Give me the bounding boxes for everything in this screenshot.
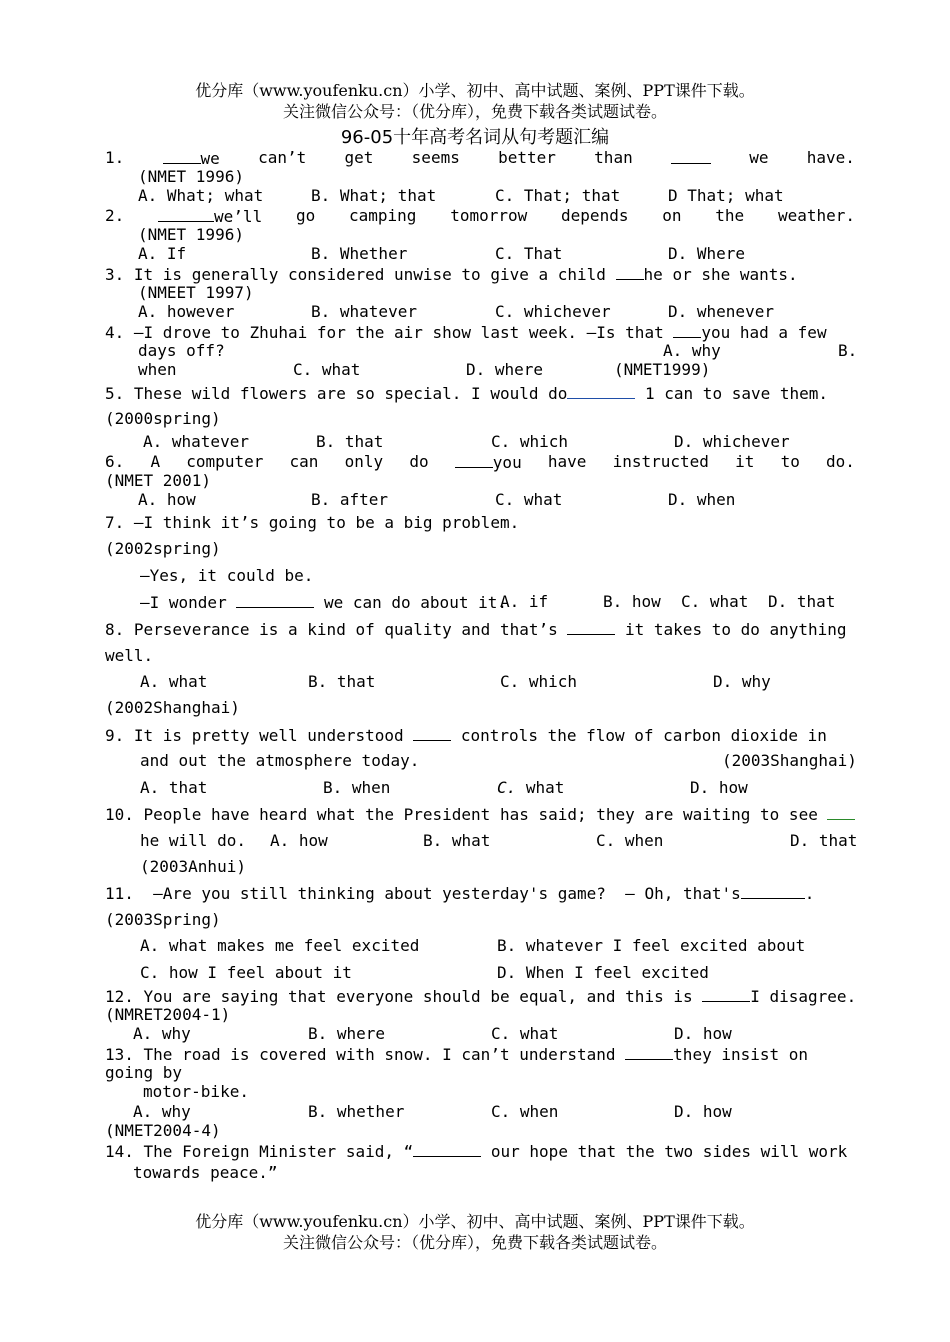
question-3-line: 3. It is generally considered unwise to give a child he or she wants. [105,265,798,284]
q4-option-b-letter: B. [838,341,858,360]
q8-source: (2002Shanghai) [105,698,240,717]
q7-blank [236,593,314,608]
q6-option-d: D. when [668,490,736,509]
q14-blank [413,1142,481,1157]
q7-option-c: C. what [681,592,749,611]
q8-line-2: well. [105,646,154,665]
q12-option-c: C. what [491,1024,559,1043]
q10-blank [827,805,855,820]
page-title: 96-05十年高考名词从句考题汇编 [340,127,610,148]
q3-option-c: C. whichever [495,302,611,321]
q6-option-c: C. what [495,490,563,509]
q12-source: (NMRET2004-1) [105,1005,231,1024]
q7-line-2: —Yes, it could be. [140,566,314,585]
question-1-line: 1. we can’t get seems better than we have. [105,148,855,168]
q6-option-b: B. after [311,490,389,509]
q13-blank [625,1045,673,1060]
q1-option-d: D That; what [668,186,784,205]
q13-option-a: A. why [133,1102,191,1121]
q13-line-2: going by [105,1063,183,1082]
q4-option-a: A. why [663,341,721,360]
q11-option-c: C. how I feel about it [140,963,352,982]
q11-source: (2003Spring) [105,910,221,929]
q10-line-2: he will do. [140,831,246,850]
question-4-line: 4. —I drove to Zhuhai for the air show last week. —Is that you had a few [105,323,827,342]
q10-option-a: A. how [270,831,328,850]
q3-blank [616,265,644,280]
q11-option-a: A. what makes me feel excited [140,936,420,955]
q13-source: (NMET2004-4) [105,1121,221,1140]
q9-line-2: and out the atmosphere today. [140,751,420,770]
q7-option-b: B. how [603,592,661,611]
q8-option-b: B. that [308,672,376,691]
q2-option-d: D. Where [668,244,746,263]
q9-option-c: C. what [497,778,565,797]
q9-option-a: A. that [140,778,208,797]
q12-option-b: B. where [308,1024,386,1043]
q2-option-c: C. That [495,244,563,263]
question-7-line: 7. —I think it’s going to be a big problem. [105,513,520,532]
q4-option-d: D. where [466,360,544,379]
q8-option-a: A. what [140,672,208,691]
q9-source: (2003Shanghai) [722,751,857,770]
q5-option-b: B. that [316,432,384,451]
q12-blank [702,987,750,1002]
q12-option-d: D. how [674,1024,732,1043]
q10-option-c: C. when [596,831,664,850]
q1-source: (NMET 1996) [138,167,244,186]
question-9-line: 9. It is pretty well understood controls the flow of carbon dioxide in [105,726,827,745]
q3-option-d: D. whenever [668,302,774,321]
question-12-line: 12. You are saying that everyone should be equal, and this is I disagree. [105,987,857,1006]
q6-blank [455,453,493,468]
question-2-line: 2. we’ll go camping tomorrow depends on the weather. [105,206,855,226]
q4-source: (NMET1999) [614,360,711,379]
q3-source: (NMEET 1997) [138,283,254,302]
q7-source: (2002spring) [105,539,221,558]
question-14-line: 14. The Foreign Minister said, “ our hope that the two sides will work [105,1142,848,1161]
question-6-line: 6. A computer can only do you have instructed it to do. [105,452,855,472]
q7-option-d: D. that [768,592,836,611]
q5-option-a: A. whatever [143,432,249,451]
q10-option-b: B. what [423,831,491,850]
q5-option-d: D. whichever [674,432,790,451]
q4-blank [673,323,701,338]
q1-option-c: C. That; that [495,186,621,205]
q11-option-d: D. When I feel excited [497,963,709,982]
q12-option-a: A. why [133,1024,191,1043]
q7-option-a: A. if [500,592,549,611]
q14-line-2: towards peace.” [133,1163,278,1182]
q8-option-d: D. why [713,672,771,691]
q10-source: (2003Anhui) [140,857,246,876]
q13-option-b: B. whether [308,1102,405,1121]
q9-option-b: B. when [323,778,391,797]
q1-option-a: A. What; what [138,186,264,205]
q9-option-d: D. how [690,778,748,797]
q9-blank [413,726,451,741]
question-10-line: 10. People have heard what the President has said; they are waiting to see [105,805,855,824]
q2-option-b: B. Whether [311,244,408,263]
footer-line-2: 关注微信公众号：（优分库），免费下载各类试题试卷。 [282,1233,667,1252]
q13-option-c: C. when [491,1102,559,1121]
q5-blank [567,384,635,399]
q3-option-a: A. however [138,302,235,321]
q4-option-c: C. what [293,360,361,379]
q5-option-c: C. which [491,432,569,451]
q7-line-3: —I wonder we can do about it. [140,593,507,612]
question-11-line: 11. —Are you still thinking about yesterday's game? — Oh, that's . [105,884,815,903]
header-line-2: 关注微信公众号：（优分库），免费下载各类试题试卷。 [282,102,667,121]
q11-option-b: B. whatever I feel excited about [497,936,806,955]
q8-blank [567,620,615,635]
q2-source: (NMET 1996) [138,225,244,244]
q6-option-a: A. how [138,490,196,509]
q13-option-d: D. how [674,1102,732,1121]
q4-line-2: days off? [138,341,225,360]
question-5-line: 5. These wild flowers are so special. I would do 1 can to save them. [105,384,829,403]
q1-blank-1 [163,149,201,164]
q6-source: (NMET 2001) [105,471,211,490]
q1-option-b: B. What; that [311,186,437,205]
q2-blank [158,207,214,222]
q4-option-b-word: when [138,360,177,379]
question-8-line: 8. Perseverance is a kind of quality and that’s it takes to do anything [105,620,847,639]
question-13-line: 13. The road is covered with snow. I can’t understand they insist on [105,1045,809,1064]
q11-blank [741,884,805,899]
q10-option-d: D. that [790,831,858,850]
q8-option-c: C. which [500,672,578,691]
q2-option-a: A. If [138,244,187,263]
q13-line-3: motor-bike. [143,1082,249,1101]
header-line-1: 优分库（www.youfenku.cn）小学、初中、高中试题、案例、PPT课件下载。 [195,81,755,100]
footer-line-1: 优分库（www.youfenku.cn）小学、初中、高中试题、案例、PPT课件下载。 [195,1212,755,1231]
q1-num: 1. [105,148,125,167]
q1-blank-2 [671,149,711,164]
q5-source: (2000spring) [105,409,221,428]
q3-option-b: B. whatever [311,302,417,321]
